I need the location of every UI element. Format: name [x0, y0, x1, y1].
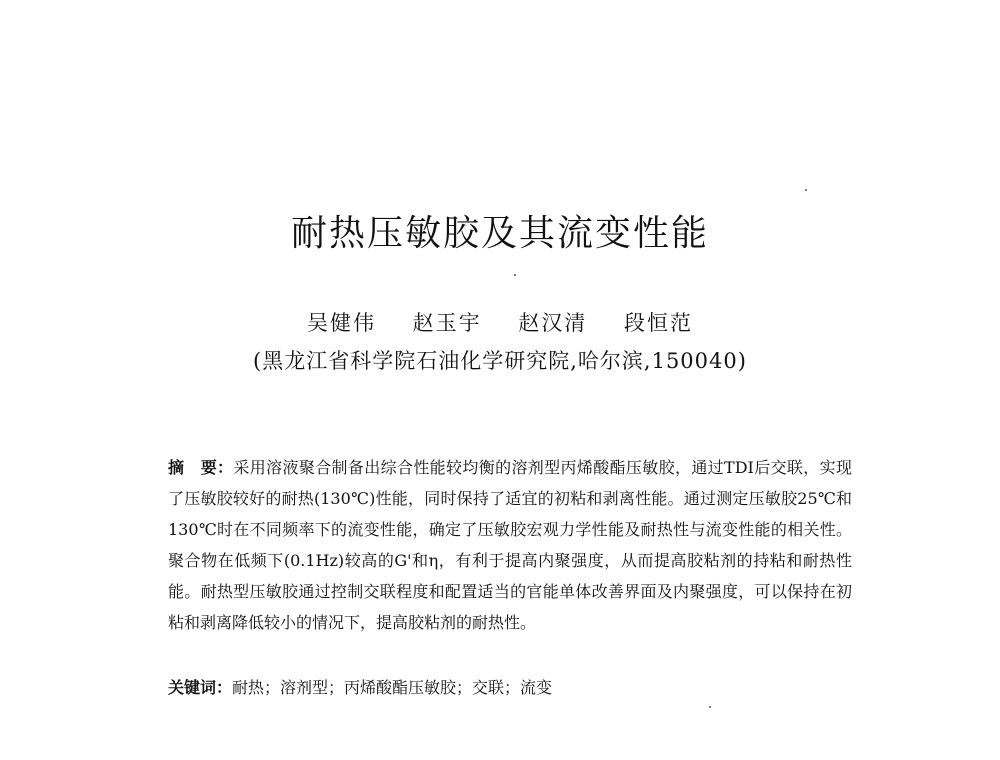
abstract-text: 采用溶液聚合制备出综合性能较均衡的溶剂型丙烯酸酯压敏胶，通过TDI后交联，实现了压敏胶较好的耐热(130℃)性能，同时保持了适宜的初粘和剥离性能。通过测定压敏胶25℃和130℃时在不同频率下的流变性能，确定了压敏胶宏观力学性能及耐热性与流变性能的相关性。聚合物在低频下(0.1Hz)较高的G'和η，有利于提高内聚强度，从而提高胶粘剂的持粘和耐热性能。耐热型压敏胶通过控制交联程度和配置适当的官能单体改善界面及内聚强度，可以保持在初粘和剥离降低较小的情况下，提高胶粘剂的耐热性。 — [168, 458, 852, 632]
keywords-label: 关键词： — [168, 678, 233, 697]
paper-title: 耐热压敏胶及其流变性能 — [290, 213, 709, 254]
scan-speck — [805, 189, 807, 191]
author-name: 赵玉宇 — [412, 311, 482, 335]
author-affiliation: (黑龙江省科学院石油化学研究院,哈尔滨,150040) — [253, 349, 747, 373]
author-name: 赵汉清 — [518, 311, 588, 335]
author-list — [0, 307, 1000, 337]
keywords — [168, 672, 852, 703]
scan-speck — [709, 706, 711, 708]
scan-speck — [514, 274, 516, 276]
abstract-label: 摘 要： — [168, 458, 234, 477]
keywords-text: 耐热；溶剂型；丙烯酸酯压敏胶；交联；流变 — [232, 678, 553, 697]
author-name: 吴健伟 — [306, 311, 376, 335]
author-name: 段恒范 — [624, 311, 694, 335]
abstract — [168, 452, 852, 638]
